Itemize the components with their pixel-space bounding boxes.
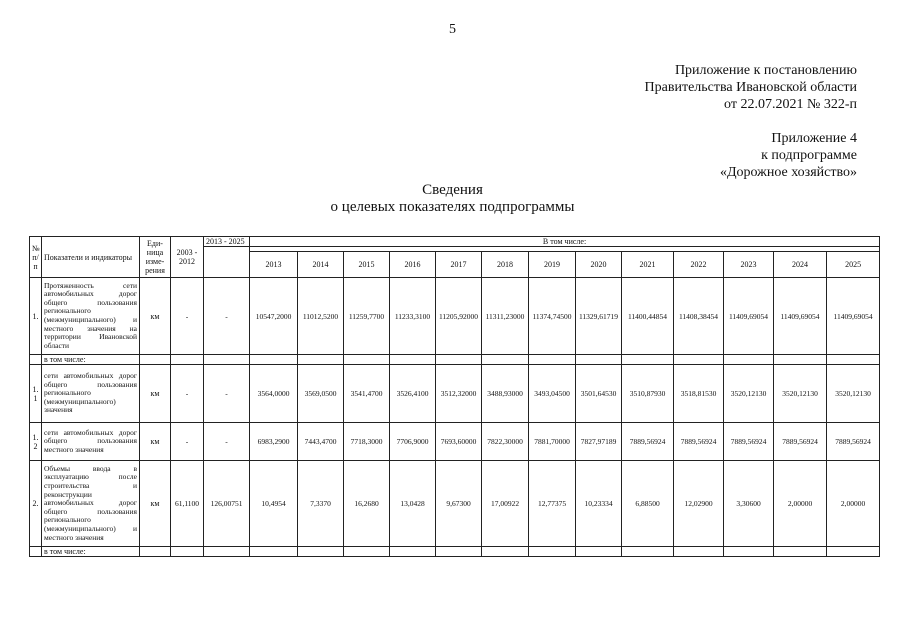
value-2016: 13,0428 — [390, 461, 436, 547]
page-number: 5 — [449, 22, 456, 37]
header-year-2013: 2013 — [250, 252, 298, 278]
empty-cell — [298, 547, 344, 557]
empty-cell — [576, 355, 622, 365]
value-2018: 3488,93000 — [482, 365, 529, 423]
value-2017: 7693,60000 — [436, 423, 482, 461]
appendix-sub-line3: «Дорожное хозяйство» — [719, 165, 857, 180]
value-2025: 3520,12130 — [827, 365, 880, 423]
empty-cell — [344, 355, 390, 365]
value-2013: 10,4954 — [250, 461, 298, 547]
indicator-text: Протяженность сети автомобильных дорог общего пользования регионального (межмуниципального) и местного значения на территории Ивановской области — [42, 278, 140, 355]
value-2021: 11400,44854 — [622, 278, 674, 355]
header-2013-2025: 2013 - 2025 — [204, 237, 250, 247]
unit-cell: км — [140, 365, 171, 423]
empty-cell — [344, 547, 390, 557]
title-line2: о целевых показателях подпрограммы — [330, 199, 575, 215]
empty-cell — [529, 547, 576, 557]
appendix-sub-line2: к подпрограмме — [761, 148, 857, 163]
value-2023: 3520,12130 — [724, 365, 774, 423]
value-2017: 9,67300 — [436, 461, 482, 547]
empty-cell — [482, 547, 529, 557]
value-2013-2025: - — [204, 278, 250, 355]
value-2013: 10547,2000 — [250, 278, 298, 355]
value-2013: 6983,2900 — [250, 423, 298, 461]
appendix-sub-line1: Приложение 4 — [771, 131, 857, 146]
empty-cell — [204, 355, 250, 365]
appendix-main-line1: Приложение к постановлению — [674, 63, 857, 78]
header-year-2024: 2024 — [774, 252, 827, 278]
header-year-2015: 2015 — [344, 252, 390, 278]
header-year-2020: 2020 — [576, 252, 622, 278]
indicator-text: сети автомобильных дорог общего пользования регионального (межмуниципального) значения — [42, 365, 140, 423]
value-2020: 3501,64530 — [576, 365, 622, 423]
value-2017: 3512,32000 — [436, 365, 482, 423]
empty-cell — [827, 547, 880, 557]
value-2003-2012: - — [171, 423, 204, 461]
empty-cell — [576, 547, 622, 557]
header-year-2014: 2014 — [298, 252, 344, 278]
value-2023: 11409,69054 — [724, 278, 774, 355]
empty-cell — [390, 355, 436, 365]
table-row — [30, 423, 880, 461]
empty-cell — [250, 547, 298, 557]
value-2015: 16,2680 — [344, 461, 390, 547]
empty-cell — [622, 547, 674, 557]
header-year-2023: 2023 — [724, 252, 774, 278]
table-row — [30, 461, 880, 547]
empty-cell — [724, 547, 774, 557]
header-year-2022: 2022 — [674, 252, 724, 278]
header-indicator: Показатели и индикаторы — [42, 237, 140, 278]
header-unit: Еди-ница изме-рения — [140, 237, 171, 278]
value-2025: 7889,56924 — [827, 423, 880, 461]
value-2022: 7889,56924 — [674, 423, 724, 461]
value-2020: 7827,97189 — [576, 423, 622, 461]
empty-cell — [436, 355, 482, 365]
value-2019: 3493,04500 — [529, 365, 576, 423]
value-2015: 7718,3000 — [344, 423, 390, 461]
value-2016: 11233,3100 — [390, 278, 436, 355]
indicators-table — [29, 236, 880, 557]
empty-cell — [250, 355, 298, 365]
header-2003-2012: 2003 - 2012 — [171, 237, 204, 278]
value-2015: 3541,4700 — [344, 365, 390, 423]
appendix-main-line2: Правительства Ивановской области — [644, 80, 857, 95]
value-2013-2025: - — [204, 365, 250, 423]
empty-cell — [622, 355, 674, 365]
value-2021: 7889,56924 — [622, 423, 674, 461]
empty-cell — [529, 355, 576, 365]
appendix-main-header — [645, 62, 857, 113]
value-2013-2025: 126,00751 — [204, 461, 250, 547]
table-row — [30, 355, 880, 365]
value-2003-2012: - — [171, 365, 204, 423]
row-num: 1.1 — [30, 365, 42, 423]
value-2014: 7,3370 — [298, 461, 344, 547]
header-year-2017: 2017 — [436, 252, 482, 278]
header-year-2019: 2019 — [529, 252, 576, 278]
empty-cell — [171, 547, 204, 557]
empty-cell — [482, 355, 529, 365]
value-2019: 7881,70000 — [529, 423, 576, 461]
value-2022: 11408,38454 — [674, 278, 724, 355]
value-2017: 11205,92000 — [436, 278, 482, 355]
value-2024: 3520,12130 — [774, 365, 827, 423]
empty-cell — [204, 547, 250, 557]
header-year-2025: 2025 — [827, 252, 880, 278]
value-2024: 7889,56924 — [774, 423, 827, 461]
value-2020: 10,23334 — [576, 461, 622, 547]
subtotal-label: в том числе: — [42, 355, 140, 365]
value-2003-2012: - — [171, 278, 204, 355]
empty-cell — [674, 355, 724, 365]
value-2018: 17,00922 — [482, 461, 529, 547]
empty-cell — [298, 355, 344, 365]
appendix-main-line3: от 22.07.2021 № 322-п — [724, 97, 857, 112]
value-2014: 7443,4700 — [298, 423, 344, 461]
header-including: В том числе: — [250, 237, 880, 247]
value-2016: 7706,9000 — [390, 423, 436, 461]
empty-cell — [774, 355, 827, 365]
header-2013-2025-body — [204, 247, 250, 278]
empty-cell — [171, 355, 204, 365]
header-row-1 — [30, 237, 880, 247]
empty-cell — [140, 547, 171, 557]
header-year-2021: 2021 — [622, 252, 674, 278]
row-num — [30, 547, 42, 557]
value-2018: 11311,23000 — [482, 278, 529, 355]
indicator-text: Объемы ввода в эксплуатацию после строительства и реконструкции автомобильных дорог общего пользования регионального (межмуниципального) и местного значения — [42, 461, 140, 547]
value-2018: 7822,30000 — [482, 423, 529, 461]
document-title — [0, 182, 905, 216]
value-2024: 11409,69054 — [774, 278, 827, 355]
value-2022: 12,02900 — [674, 461, 724, 547]
value-2021: 6,88500 — [622, 461, 674, 547]
header-year-2016: 2016 — [390, 252, 436, 278]
table-row — [30, 278, 880, 355]
unit-cell: км — [140, 278, 171, 355]
unit-cell: км — [140, 461, 171, 547]
value-2016: 3526,4100 — [390, 365, 436, 423]
title-line1: Сведения — [422, 182, 483, 198]
row-num: 1. — [30, 278, 42, 355]
value-2024: 2,00000 — [774, 461, 827, 547]
value-2025: 2,00000 — [827, 461, 880, 547]
table-row — [30, 547, 880, 557]
value-2023: 3,30600 — [724, 461, 774, 547]
empty-cell — [724, 355, 774, 365]
value-2014: 11012,5200 — [298, 278, 344, 355]
value-2015: 11259,7700 — [344, 278, 390, 355]
value-2013-2025: - — [204, 423, 250, 461]
empty-cell — [140, 355, 171, 365]
empty-cell — [674, 547, 724, 557]
value-2025: 11409,69054 — [827, 278, 880, 355]
empty-cell — [436, 547, 482, 557]
header-year-2018: 2018 — [482, 252, 529, 278]
indicator-text: сети автомобильных дорог общего пользования местного значения — [42, 423, 140, 461]
value-2023: 7889,56924 — [724, 423, 774, 461]
header-num: № п/п — [30, 237, 42, 278]
empty-cell — [827, 355, 880, 365]
table-row — [30, 365, 880, 423]
value-2014: 3569,0500 — [298, 365, 344, 423]
value-2019: 12,77375 — [529, 461, 576, 547]
value-2022: 3518,81530 — [674, 365, 724, 423]
unit-cell: км — [140, 423, 171, 461]
row-num: 2. — [30, 461, 42, 547]
row-num: 1.2 — [30, 423, 42, 461]
value-2020: 11329,61719 — [576, 278, 622, 355]
empty-cell — [774, 547, 827, 557]
value-2013: 3564,0000 — [250, 365, 298, 423]
row-num — [30, 355, 42, 365]
subtotal-label: в том числе: — [42, 547, 140, 557]
empty-cell — [390, 547, 436, 557]
appendix-sub-header — [720, 130, 857, 181]
value-2003-2012: 61,1100 — [171, 461, 204, 547]
value-2019: 11374,74500 — [529, 278, 576, 355]
value-2021: 3510,87930 — [622, 365, 674, 423]
